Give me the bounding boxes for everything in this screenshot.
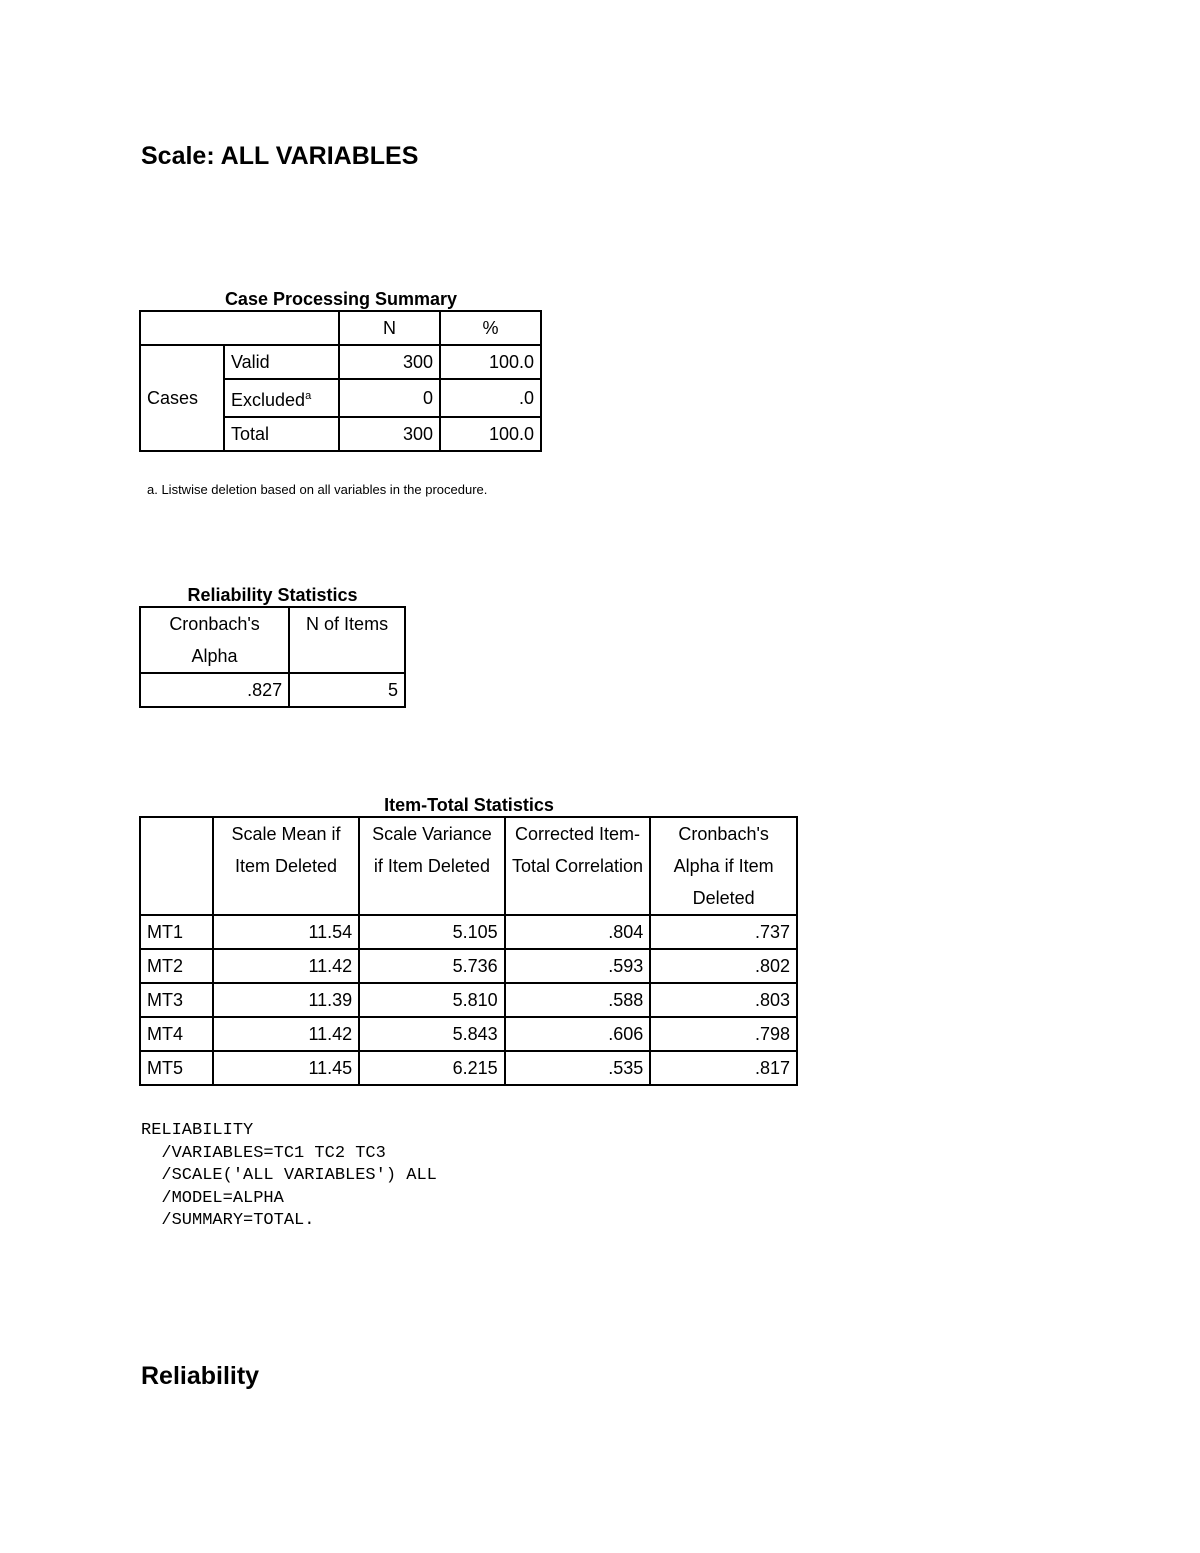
table-row <box>140 1051 797 1085</box>
item-label: MT1 <box>140 915 213 949</box>
item-label: MT2 <box>140 949 213 983</box>
row-label: Excluded <box>231 390 306 410</box>
item-total-table <box>139 816 798 1086</box>
case-processing-title: Case Processing Summary <box>224 289 458 309</box>
row-n: 300 <box>339 345 440 379</box>
mean-value: 11.54 <box>213 915 359 949</box>
case-processing-table <box>139 310 542 452</box>
reliability-stats-table <box>139 606 406 708</box>
mean-value: 11.45 <box>213 1051 359 1085</box>
scale-heading: Scale: ALL VARIABLES <box>141 142 419 170</box>
syntax-line: /MODEL=ALPHA <box>141 1188 284 1208</box>
row-label-cell <box>224 379 339 417</box>
item-label: MT5 <box>140 1051 213 1085</box>
header-scale-variance: Scale Variance if Item Deleted <box>359 817 504 915</box>
table-row <box>140 983 797 1017</box>
reliability-heading: Reliability <box>141 1362 260 1390</box>
header-corrected-correlation: Corrected Item-Total Correlation <box>505 817 651 915</box>
variance-value: 6.215 <box>359 1051 504 1085</box>
row-pct: 100.0 <box>440 345 541 379</box>
item-total-title: Item-Total Statistics <box>384 795 554 815</box>
item-label: MT4 <box>140 1017 213 1051</box>
row-pct: 100.0 <box>440 417 541 451</box>
header-blank-cell <box>140 817 213 915</box>
cases-label: Cases <box>140 345 224 451</box>
row-n: 0 <box>339 379 440 417</box>
header-pct: % <box>440 311 541 345</box>
row-n: 300 <box>339 417 440 451</box>
case-processing-footnote: a. Listwise deletion based on all variables in the procedure. <box>147 482 488 497</box>
alpha-value: .803 <box>650 983 797 1017</box>
syntax-line: /SUMMARY=TOTAL. <box>141 1211 315 1230</box>
syntax-line: /SCALE('ALL VARIABLES') ALL <box>141 1166 437 1185</box>
correlation-value: .593 <box>505 949 651 983</box>
header-scale-mean: Scale Mean if Item Deleted <box>213 817 359 915</box>
syntax-line: RELIABILITY <box>141 1121 254 1140</box>
header-n-items: N of Items <box>289 607 405 673</box>
header-n: N <box>339 311 440 345</box>
row-label: Valid <box>224 345 339 379</box>
item-label: MT3 <box>140 983 213 1017</box>
variance-value: 5.810 <box>359 983 504 1017</box>
table-row <box>140 345 541 379</box>
correlation-value: .804 <box>505 915 651 949</box>
mean-value: 11.39 <box>213 983 359 1017</box>
variance-value: 5.105 <box>359 915 504 949</box>
header-alpha-if-deleted: Cronbach's Alpha if Item Deleted <box>650 817 797 915</box>
n-items-value: 5 <box>289 673 405 707</box>
variance-value: 5.736 <box>359 949 504 983</box>
reliability-stats-title: Reliability Statistics <box>187 585 358 605</box>
row-label: Total <box>224 417 339 451</box>
syntax-block <box>141 1120 437 1233</box>
alpha-value: .798 <box>650 1017 797 1051</box>
syntax-line: /VARIABLES=TC1 TC2 TC3 <box>141 1143 386 1163</box>
table-row <box>140 915 797 949</box>
alpha-value: .827 <box>140 673 289 707</box>
correlation-value: .535 <box>505 1051 651 1085</box>
variance-value: 5.843 <box>359 1017 504 1051</box>
alpha-value: .737 <box>650 915 797 949</box>
table-row <box>140 673 405 707</box>
table-row <box>140 1017 797 1051</box>
mean-value: 11.42 <box>213 949 359 983</box>
alpha-value: .817 <box>650 1051 797 1085</box>
alpha-value: .802 <box>650 949 797 983</box>
footnote-marker: a <box>305 390 312 402</box>
mean-value: 11.42 <box>213 1017 359 1051</box>
header-alpha: Cronbach's Alpha <box>140 607 289 673</box>
table-row <box>140 949 797 983</box>
correlation-value: .606 <box>505 1017 651 1051</box>
correlation-value: .588 <box>505 983 651 1017</box>
row-pct: .0 <box>440 379 541 417</box>
header-blank-cell <box>140 311 339 345</box>
